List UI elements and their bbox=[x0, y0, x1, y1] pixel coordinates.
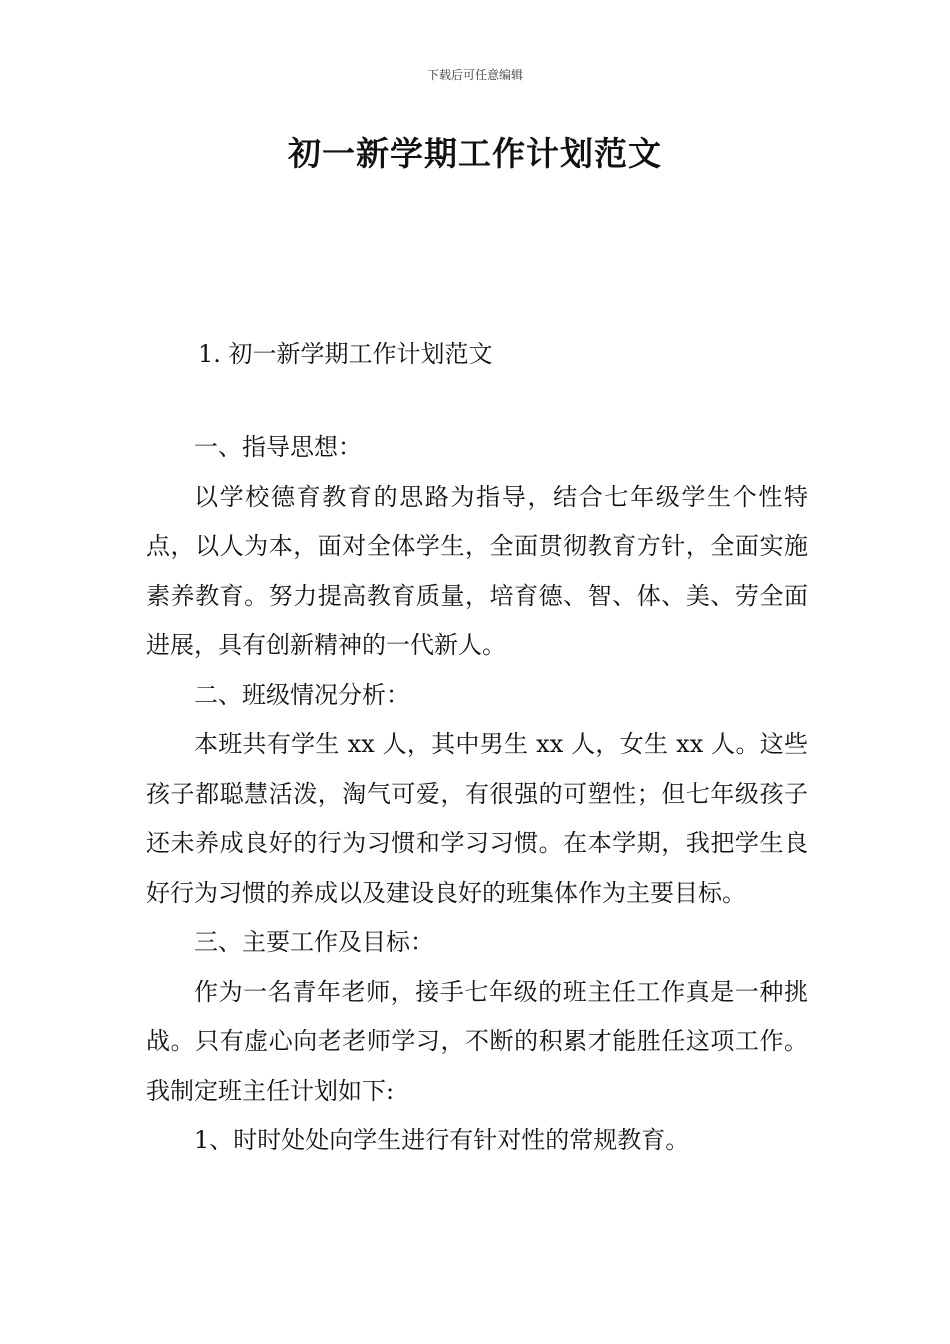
section-title: 1. 初一新学期工作计划范文 bbox=[198, 340, 493, 368]
document-title: 初一新学期工作计划范文 bbox=[288, 134, 662, 173]
paragraph-guiding-ideology: 以学校德育教育的思路为指导，结合七年级学生个性特点，以人为本，面对全体学生，全面贯彻教育方针，全面实施素养教育。努力提高教育质量，培育德、智、体、美、劳全面进展，具有创新精神的一代新人。 bbox=[146, 482, 808, 659]
heading-class-analysis: 二、班级情况分析： bbox=[194, 680, 410, 709]
paragraph-class-analysis: 本班共有学生 xx 人，其中男生 xx 人，女生 xx 人。这些孩子都聪慧活泼，淘气可爱，有很强的可塑性；但七年级孩子还未养成良好的行为习惯和学习习惯。在本学期，我把学生良好行为习惯的养成以及建设良好的班集体作为主要目标。 bbox=[146, 730, 808, 907]
heading-guiding-ideology: 一、指导思想： bbox=[194, 433, 362, 461]
paragraph-item-1: 1、时时处处向学生进行有针对性的常规教育。 bbox=[194, 1126, 690, 1154]
document-body bbox=[146, 423, 808, 1166]
header-note: 下载后可任意编辑 bbox=[426, 68, 523, 82]
heading-main-work: 三、主要工作及目标： bbox=[194, 928, 434, 956]
paragraph-main-work: 作为一名青年老师，接手七年级的班主任工作真是一种挑战。只有虚心向老老师学习，不断的积累才能胜任这项工作。我制定班主任计划如下: bbox=[146, 977, 808, 1105]
